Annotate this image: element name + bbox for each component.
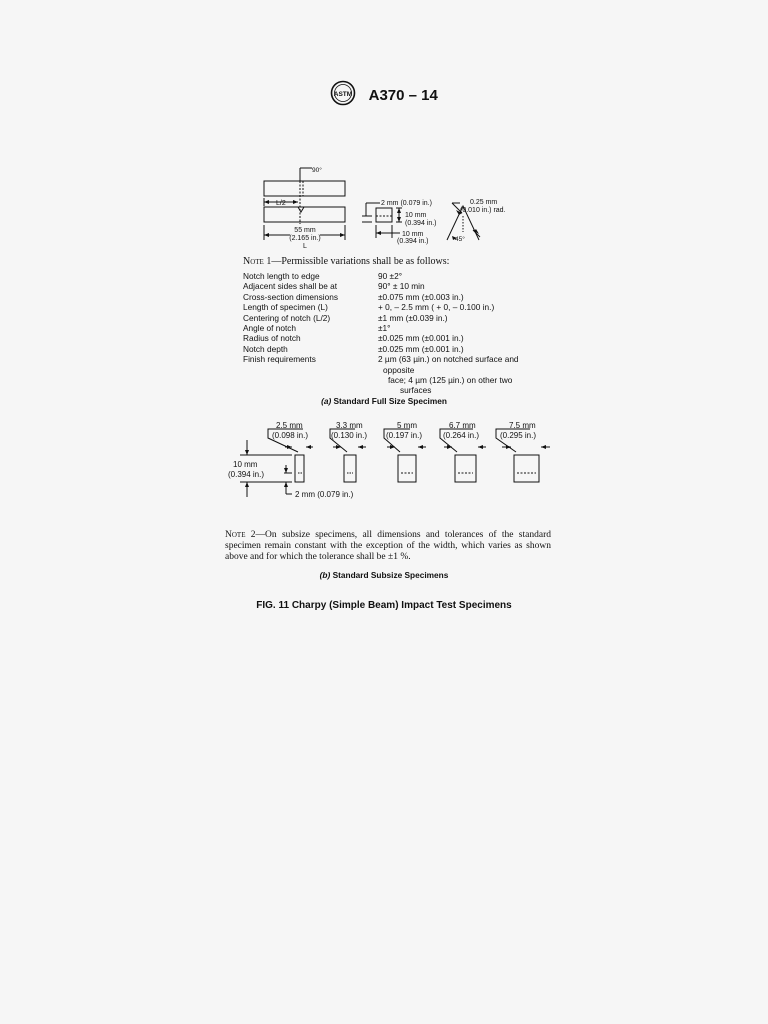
tolerance-row: Adjacent sides shall be at 90° ± 10 min bbox=[243, 281, 425, 292]
height-mm-label: 10 mm bbox=[233, 460, 258, 469]
tolerance-row: Notch length to edge 90 ±2° bbox=[243, 271, 403, 281]
notch-depth-label: 2 mm (0.079 in.) bbox=[381, 200, 432, 207]
width-3-in-label: (0.197 in.) bbox=[386, 431, 423, 440]
finish-continuation: opposite bbox=[383, 364, 415, 375]
tolerance-row: Cross-section dimensions ±0.075 mm (±0.003 in.) bbox=[243, 291, 464, 302]
width-1-in-label: (0.098 in.) bbox=[272, 431, 309, 440]
note-1-label: Note bbox=[243, 256, 264, 267]
width-4-in-label: (0.264 in.) bbox=[443, 431, 480, 440]
width-3-mm-label: 5 mm bbox=[397, 421, 417, 430]
half-length-label: L/2 bbox=[276, 200, 286, 207]
note-2-label: Note bbox=[225, 530, 246, 540]
width-4-mm-label: 6.7 mm bbox=[449, 421, 476, 430]
radius-in-label: (0.010 in.) rad. bbox=[460, 207, 506, 214]
length-mm-label: 55 mm bbox=[294, 227, 316, 234]
width-in-label: (0.394 in.) bbox=[397, 238, 429, 245]
finish-continuation: surfaces bbox=[400, 385, 432, 396]
angle-90-label: 90° bbox=[312, 167, 322, 174]
width-mm-label: 10 mm bbox=[402, 231, 424, 238]
note-2 bbox=[225, 530, 551, 563]
caption-b-letter: (b) bbox=[319, 570, 331, 580]
figure-title: FIG. 11 Charpy (Simple Beam) Impact Test Specimens bbox=[256, 600, 512, 611]
tolerance-row: Radius of notch ±0.025 mm (±0.001 in.) bbox=[243, 333, 464, 344]
length-in-label: (2.165 in.) bbox=[289, 235, 321, 242]
length-symbol-label: L bbox=[303, 243, 307, 250]
tolerance-row: Centering of notch (L/2) ±1 mm (±0.039 in.) bbox=[243, 312, 448, 323]
tolerance-row: Angle of notch ±1° bbox=[243, 323, 391, 334]
note-1-text: 1—Permissible variations shall be as follows: bbox=[263, 256, 450, 267]
caption-b bbox=[0, 570, 768, 580]
tolerance-row: Notch depth ±0.025 mm (±0.001 in.) bbox=[243, 343, 464, 354]
width-2-in-label: (0.130 in.) bbox=[331, 431, 368, 440]
width-5-in-label: (0.295 in.) bbox=[500, 431, 537, 440]
caption-a-text: Standard Full Size Specimen bbox=[331, 396, 447, 406]
height-in-label: (0.394 in.) bbox=[405, 220, 437, 227]
note-2-text: 2—On subsize specimens, all dimensions and tolerances of the standard specimen remain constant with the exception of the width, which varies as shown above and for which the tolerance shall be ±1 %. bbox=[225, 530, 551, 562]
tolerance-row: Finish requirements 2 µm (63 µin.) on notched surface and bbox=[243, 354, 519, 365]
document-designation: A370 – 14 bbox=[368, 87, 438, 104]
caption-a-letter: (a) bbox=[321, 396, 332, 406]
height-in-label: (0.394 in.) bbox=[228, 470, 265, 479]
width-5-mm-label: 7.5 mm bbox=[509, 421, 536, 430]
width-1-mm-label: 2.5 mm bbox=[276, 421, 303, 430]
tolerance-row: Length of specimen (L) + 0, – 2.5 mm ( + 0, – 0.100 in.) bbox=[243, 302, 495, 313]
finish-continuation: face; 4 µm (125 µin.) on other two bbox=[388, 375, 513, 386]
height-mm-label: 10 mm bbox=[405, 212, 427, 219]
angle-45-label: 45° bbox=[455, 236, 465, 243]
caption-b-text: Standard Subsize Specimens bbox=[330, 570, 449, 580]
svg-text:ASTM: ASTM bbox=[333, 91, 353, 98]
radius-mm-label: 0.25 mm bbox=[470, 199, 498, 206]
width-2-mm-label: 3.3 mm bbox=[336, 421, 363, 430]
notch-depth-label: 2 mm (0.079 in.) bbox=[295, 490, 354, 499]
